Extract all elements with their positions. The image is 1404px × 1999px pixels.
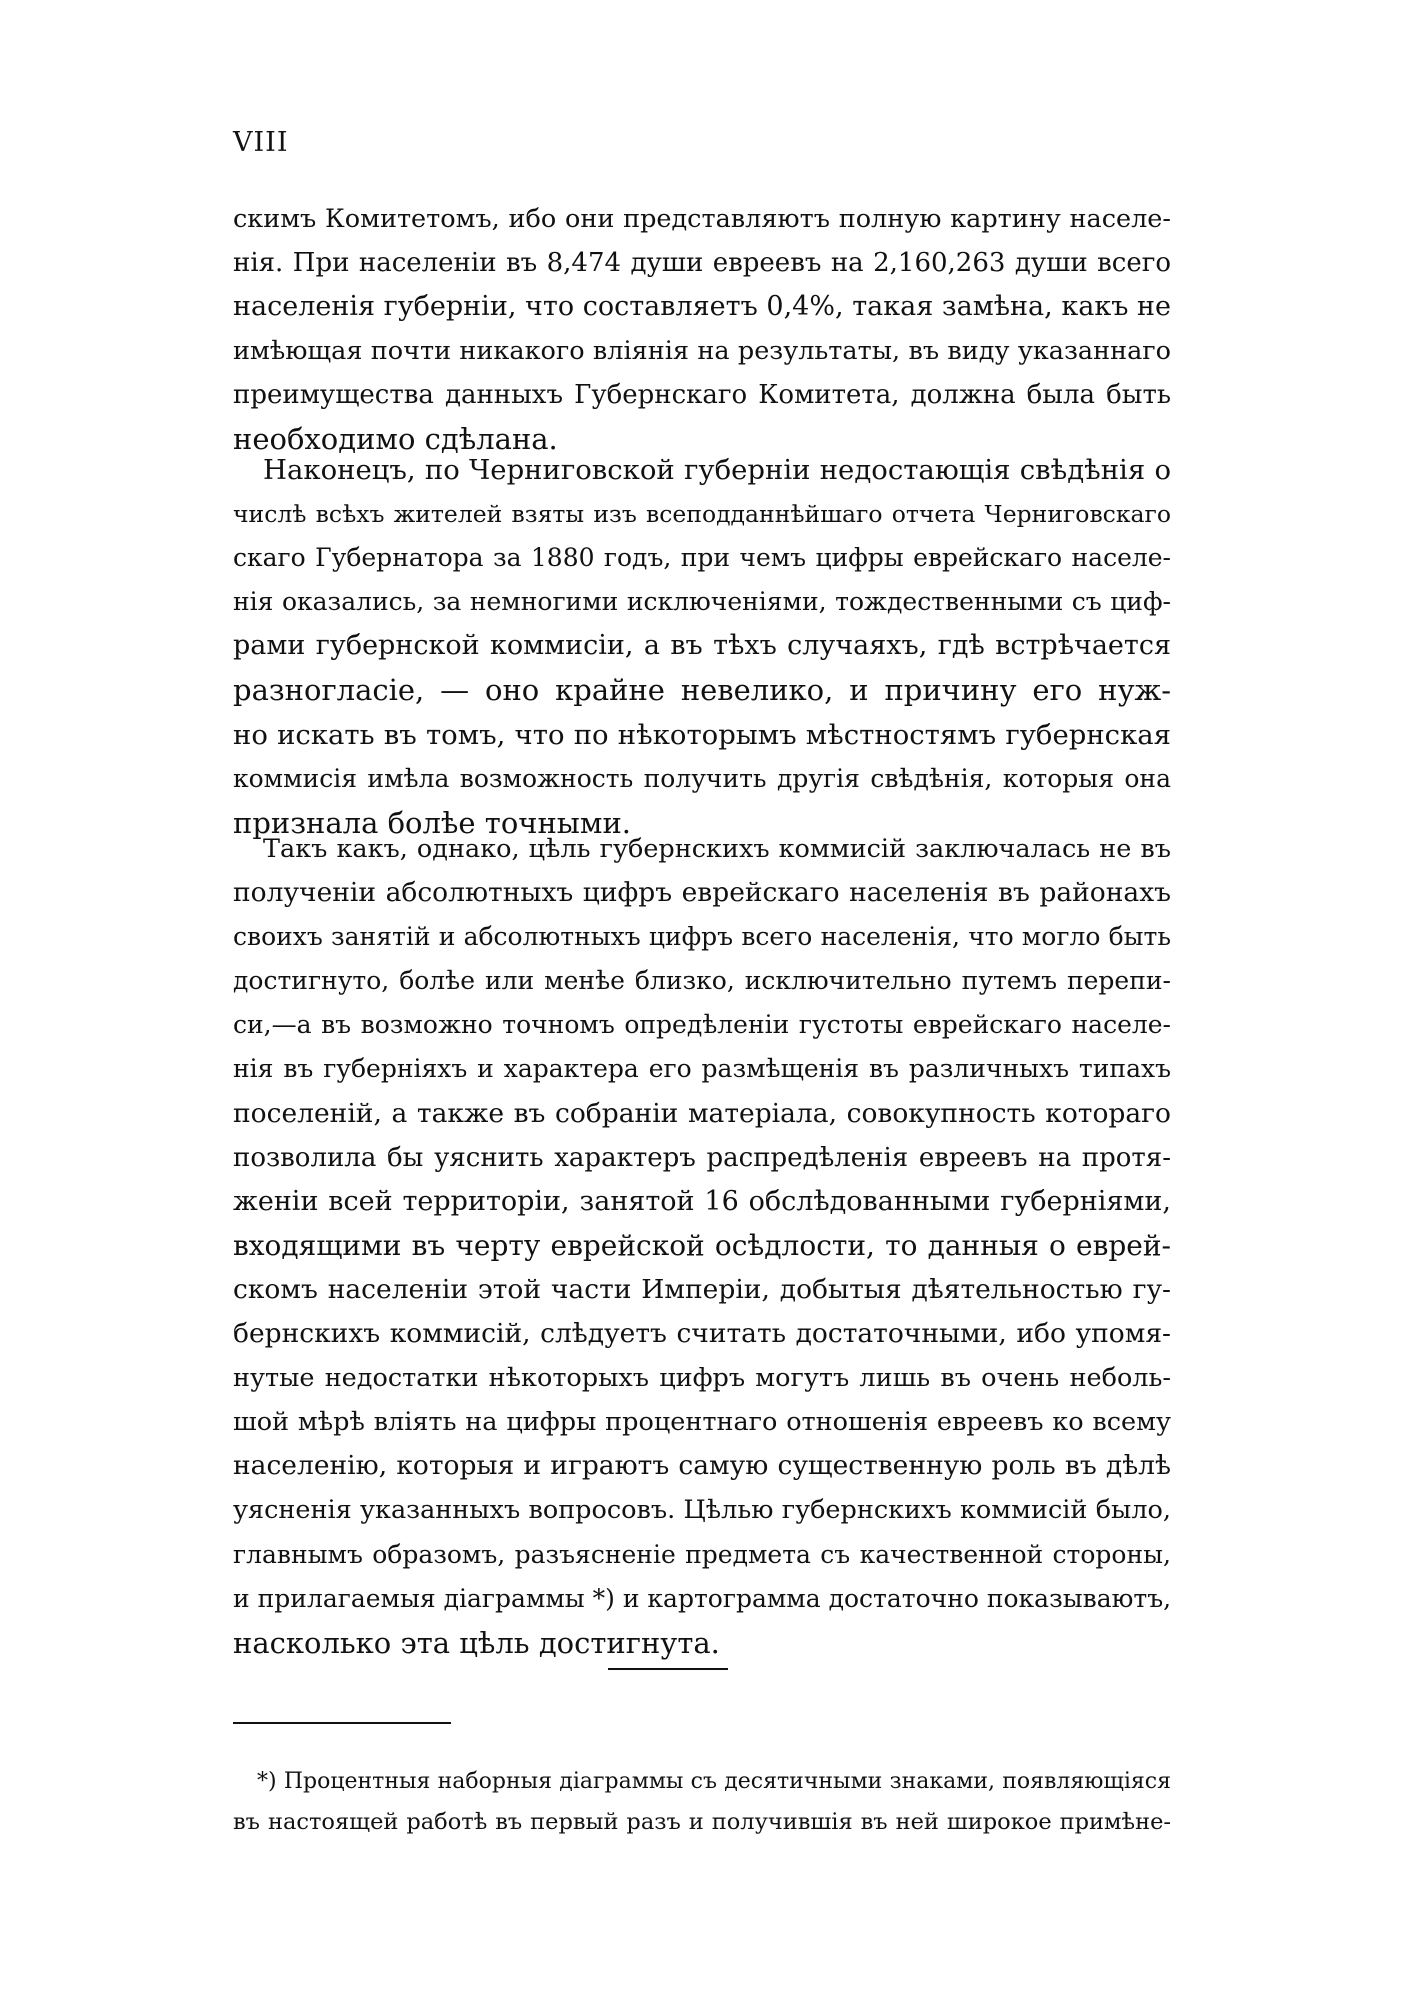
text-line: бернскихъ коммисій, слѣдуетъ считать достаточными, ибо упомя- <box>233 1318 1171 1350</box>
text-line: насколько эта цѣль достигнута. <box>233 1625 720 1660</box>
section-end-rule <box>608 1668 728 1670</box>
text-line: Такъ какъ, однако, цѣль губернскихъ коммисій заключалась не въ <box>263 834 1171 864</box>
footnote <box>233 1762 1171 1842</box>
text-line: нія въ губерніяхъ и характера его размѣщенія въ различныхъ типахъ <box>233 1054 1171 1084</box>
text-line: шой мѣрѣ вліять на цифры процентнаго отношенія евреевъ ко всему <box>233 1407 1171 1438</box>
footnote-separator <box>233 1722 451 1724</box>
text-line: поселеній, а также въ собраніи матеріала, совокупность котораго <box>233 1097 1171 1129</box>
footnote-line: въ настоящей работѣ въ первый разъ и получившія въ ней широкое примѣне- <box>233 1809 1171 1835</box>
paragraph-1 <box>233 197 1171 462</box>
text-line: женіи всей территоріи, занятой 16 обслѣдованными губерніями, <box>233 1185 1171 1217</box>
text-line: необходимо сдѣлана. <box>233 422 558 457</box>
text-line: входящими въ черту еврейской осѣдлости, то данныя о еврей- <box>233 1228 1171 1262</box>
page-number: VIII <box>233 127 289 158</box>
text-line: достигнуто, болѣе или менѣе близко, исключительно путемъ перепи- <box>233 966 1171 996</box>
text-line: нія. При населеніи въ 8,474 души евреевъ на 2,160,263 души всего <box>233 248 1171 279</box>
text-line: рами губернской коммисіи, а въ тѣхъ случаяхъ, гдѣ встрѣчается <box>233 630 1171 662</box>
text-line: скомъ населеніи этой части Имперіи, добытыя дѣятельностью гу- <box>233 1273 1171 1305</box>
text-line: но искать въ томъ, что по нѣкоторымъ мѣстностямъ губернская <box>233 718 1171 751</box>
text-line: уясненія указанныхъ вопросовъ. Цѣлью губернскихъ коммисій было, <box>233 1495 1171 1526</box>
text-line: позволила бы уяснить характеръ распредѣленія евреевъ на протя- <box>233 1142 1171 1173</box>
text-line: числѣ всѣхъ жителей взяты изъ всеподданнѣйшаго отчета Черниговскаго <box>233 500 1171 529</box>
text-line: Наконецъ, по Черниговской губерніи недостающія свѣдѣнія о <box>263 454 1171 486</box>
text-line: нія оказались, за немногими исключеніями, тождественными съ циф- <box>233 587 1171 617</box>
text-line: полученіи абсолютныхъ цифръ еврейскаго населенія въ районахъ <box>233 877 1171 909</box>
text-line: скимъ Комитетомъ, ибо они представляютъ полную картину населе- <box>233 204 1171 234</box>
footnote-line: *) Процентныя наборныя діаграммы съ десятичными знаками, появляющіяся <box>257 1769 1171 1794</box>
paragraph-3 <box>233 827 1171 1665</box>
text-line: си,—а въ возможно точномъ опредѣленіи густоты еврейскаго населе- <box>233 1010 1171 1040</box>
text-line: населенію, которыя и играютъ самую существенную роль въ дѣлѣ <box>233 1450 1171 1482</box>
text-line: имѣющая почти никакого вліянія на результаты, въ виду указаннаго <box>233 336 1171 367</box>
text-line: признала болѣе точными. <box>233 805 631 840</box>
text-line: коммисія имѣла возможность получить другія свѣдѣнія, которыя она <box>233 763 1171 793</box>
text-line: разногласіе, — оно крайне невелико, и причину его нуж- <box>233 673 1171 708</box>
text-line: главнымъ образомъ, разъясненіе предмета съ качественной стороны, <box>233 1539 1171 1569</box>
paragraph-2 <box>233 448 1171 845</box>
text-line: и прилагаемыя діаграммы *) и картограмма достаточно показываютъ, <box>233 1583 1172 1613</box>
text-line: своихъ занятій и абсолютныхъ цифръ всего населенія, что могло быть <box>233 922 1171 952</box>
text-line: населенія губерніи, что составляетъ 0,4%, такая замѣна, какъ не <box>233 291 1171 323</box>
text-line: нутые недостатки нѣкоторыхъ цифръ могутъ лишь въ очень неболь- <box>233 1363 1171 1394</box>
text-line: преимущества данныхъ Губернскаго Комитета, должна была быть <box>233 380 1171 411</box>
text-line: скаго Губернатора за 1880 годъ, при чемъ цифры еврейскаго населе- <box>233 543 1171 573</box>
